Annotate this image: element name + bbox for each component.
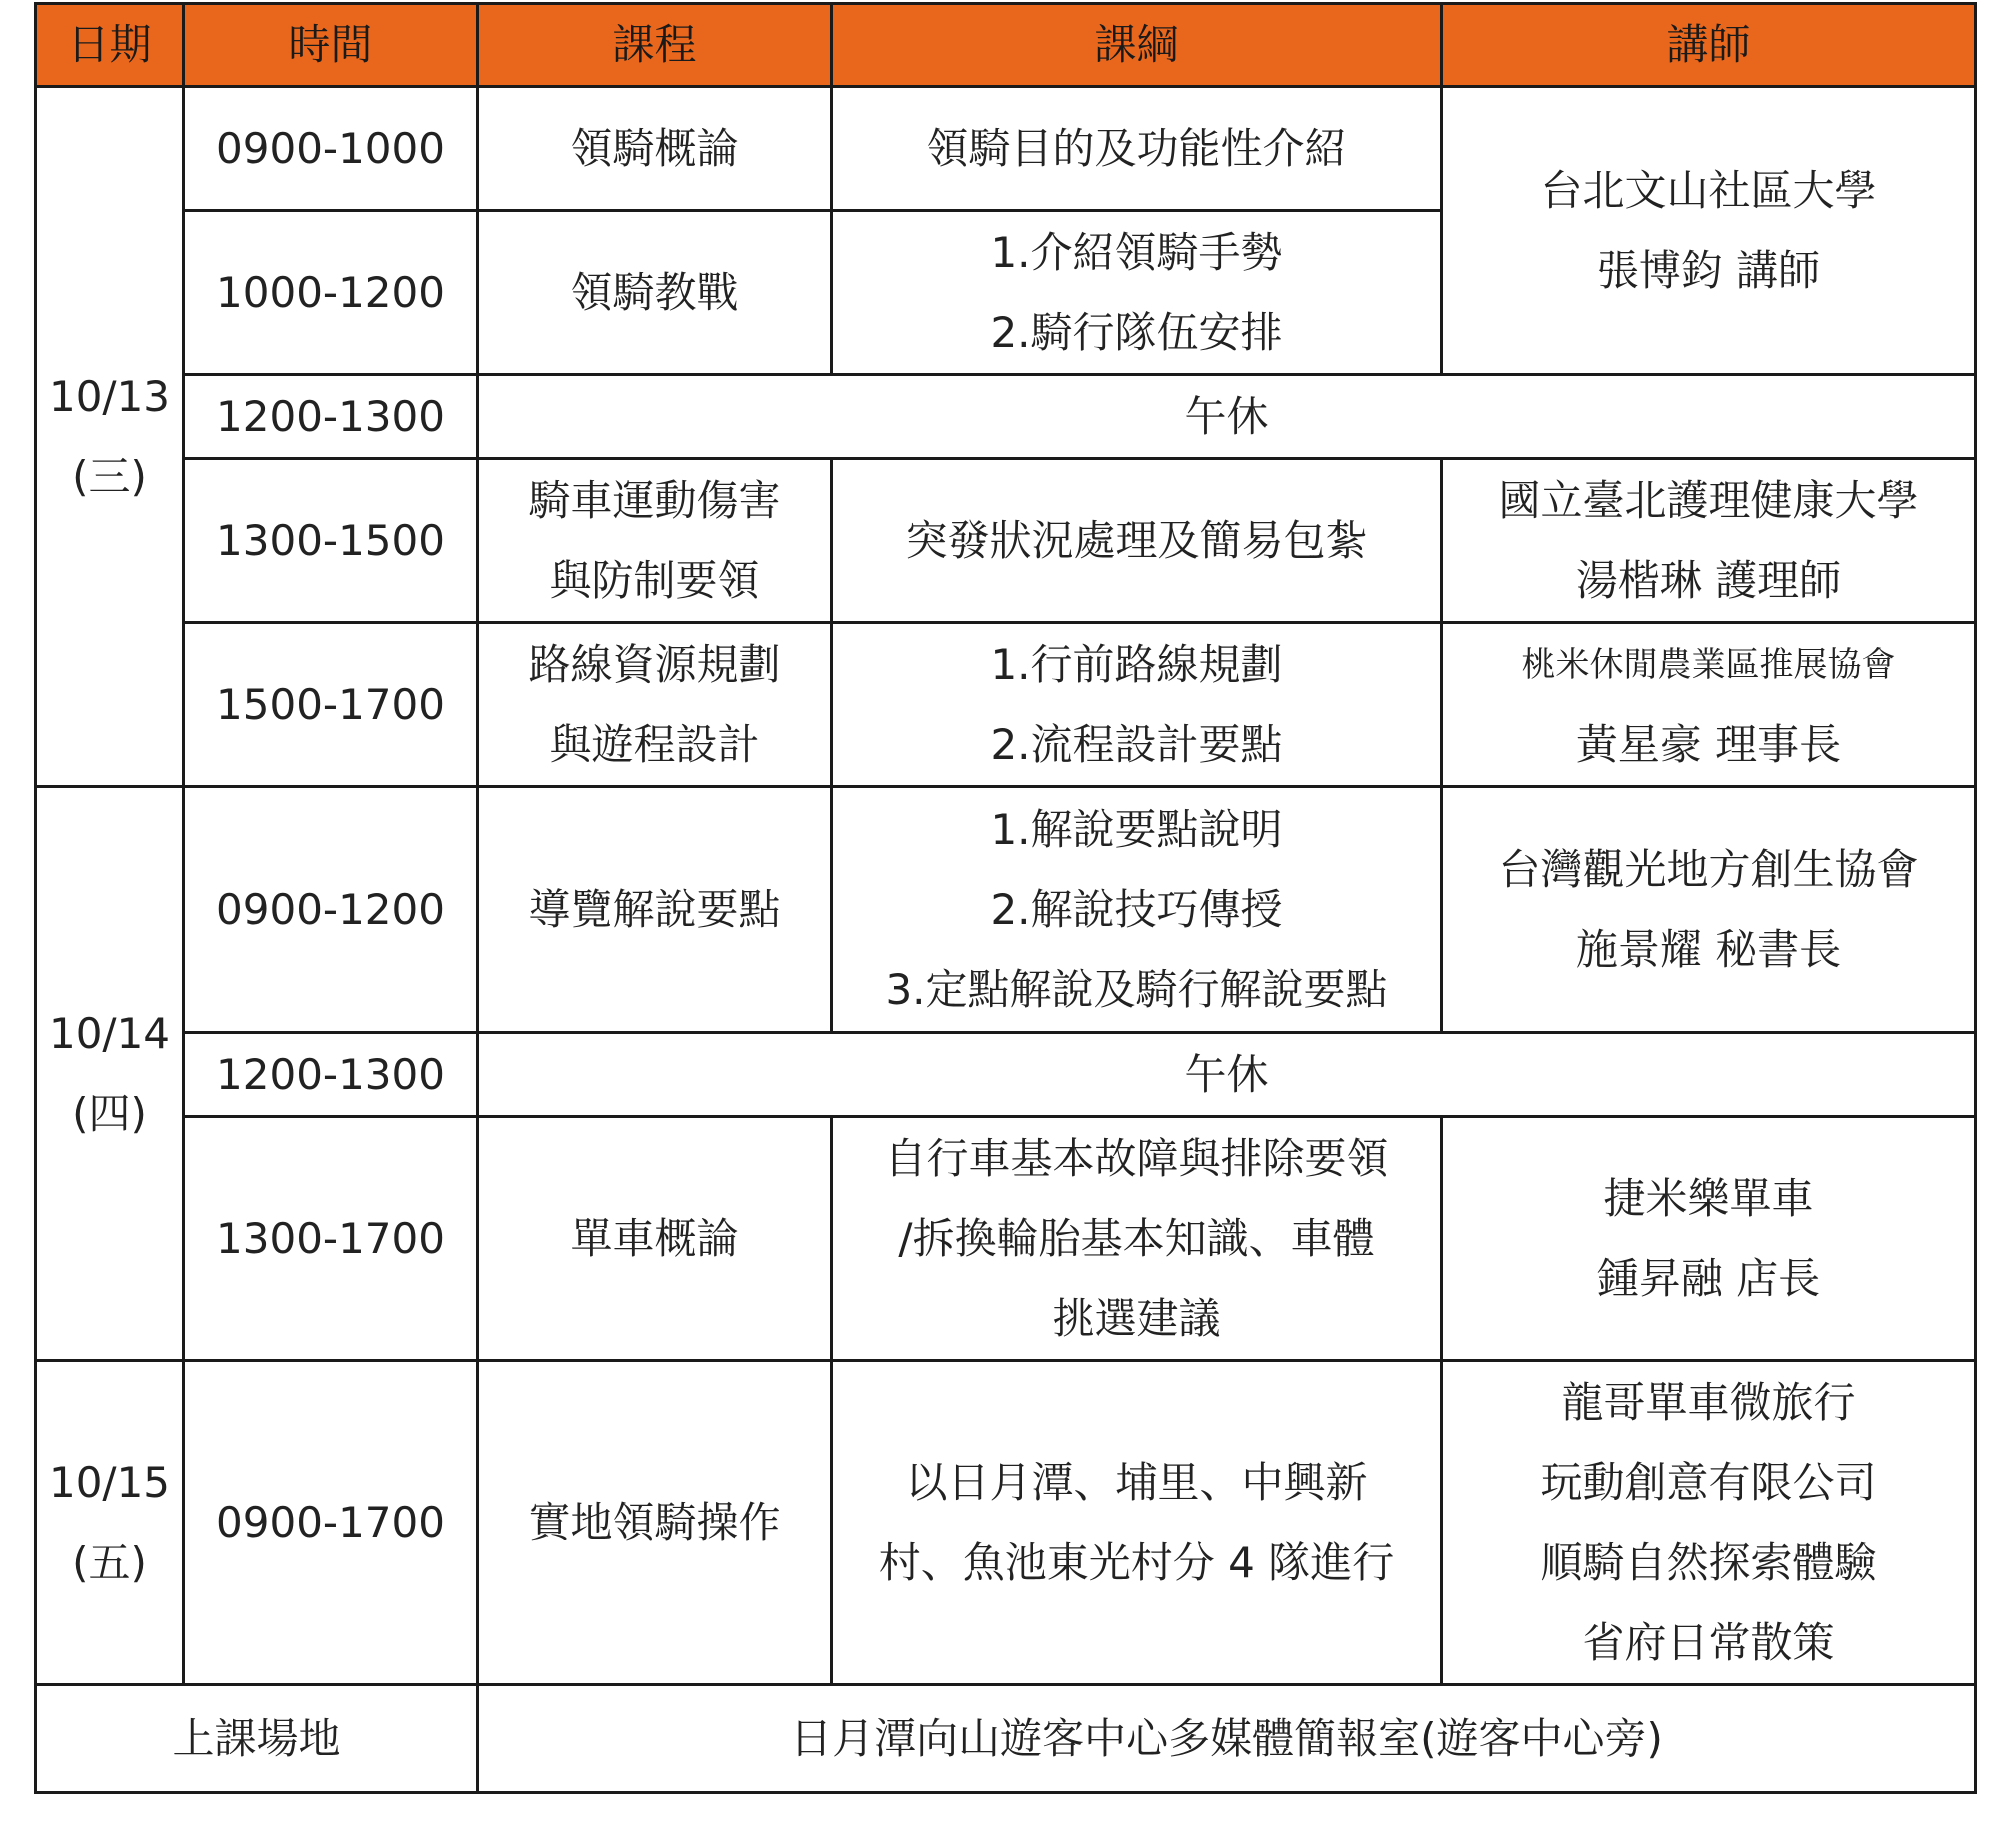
lecturer-line: 桃米休閒農業區推展協會 (1521, 644, 1896, 685)
outline-line: 村、魚池東光村分 4 隊進行 (878, 1537, 1395, 1587)
outline-line: 挑選建議 (1052, 1293, 1221, 1343)
lecturer-cell (1442, 787, 1976, 1033)
lecturer-cell (1442, 459, 1976, 623)
lecturer-line: 施景耀 秘書長 (1575, 924, 1842, 974)
time-cell: 1000-1200 (184, 211, 478, 375)
outline-cell (832, 623, 1442, 787)
outline-line: /拆換輪胎基本知識、車體 (898, 1213, 1375, 1263)
lecturer-line: 龍哥單車微旅行 (1561, 1377, 1856, 1427)
table-row (36, 1361, 1976, 1685)
header-lecturer: 講師 (1442, 4, 1976, 87)
course-cell: 導覽解說要點 (478, 787, 832, 1033)
course-line: 與遊程設計 (549, 719, 760, 769)
header-row (36, 4, 1976, 87)
table-row (36, 787, 1976, 1033)
course-cell (478, 623, 832, 787)
date-label: 10/14 (48, 1008, 171, 1058)
lecturer-line: 黃星豪 理事長 (1575, 719, 1842, 769)
table-row (36, 375, 1976, 459)
course-cell: 實地領騎操作 (478, 1361, 832, 1685)
course-line: 路線資源規劃 (528, 639, 781, 689)
outline-line: 2.騎行隊伍安排 (990, 307, 1283, 357)
time-cell: 0900-1000 (184, 87, 478, 211)
outline-line: 2.解說技巧傳授 (990, 884, 1283, 934)
lecturer-line: 湯楷琳 護理師 (1575, 555, 1842, 605)
lecturer-cell (1442, 1361, 1976, 1685)
outline-cell: 突發狀況處理及簡易包紮 (832, 459, 1442, 623)
date-cell (36, 1361, 184, 1685)
outline-cell (832, 211, 1442, 375)
date-label: 10/15 (48, 1457, 171, 1507)
outline-line: 以日月潭、埔里、中興新 (905, 1457, 1368, 1507)
time-cell: 1300-1700 (184, 1117, 478, 1361)
outline-cell (832, 1117, 1442, 1361)
time-cell: 1200-1300 (184, 1033, 478, 1117)
outline-line: 1.行前路線規劃 (990, 639, 1283, 689)
time-cell: 1500-1700 (184, 623, 478, 787)
venue-value: 日月潭向山遊客中心多媒體簡報室(遊客中心旁) (478, 1685, 1976, 1793)
lecturer-line: 鍾昇融 店長 (1596, 1253, 1821, 1303)
header-date: 日期 (36, 4, 184, 87)
date-cell (36, 787, 184, 1361)
break-cell: 午休 (478, 1033, 1976, 1117)
weekday-label: (四) (72, 1088, 147, 1138)
venue-row (36, 1685, 1976, 1793)
outline-line: 1.解說要點說明 (990, 804, 1283, 854)
table-row (36, 459, 1976, 623)
time-cell: 0900-1200 (184, 787, 478, 1033)
lecturer-cell (1442, 623, 1976, 787)
outline-cell (832, 1361, 1442, 1685)
course-schedule-table (34, 2, 1977, 1794)
header-time: 時間 (184, 4, 478, 87)
course-cell: 單車概論 (478, 1117, 832, 1361)
lecturer-line: 玩動創意有限公司 (1540, 1457, 1877, 1507)
header-course: 課程 (478, 4, 832, 87)
lecturer-line: 順騎自然探索體驗 (1540, 1537, 1877, 1587)
outline-line: 3.定點解說及騎行解說要點 (885, 964, 1388, 1014)
table-row (36, 623, 1976, 787)
lecturer-line: 台灣觀光地方創生協會 (1498, 844, 1919, 894)
outline-line: 自行車基本故障與排除要領 (884, 1133, 1389, 1183)
outline-cell: 領騎目的及功能性介紹 (832, 87, 1442, 211)
table-row (36, 1033, 1976, 1117)
outline-line: 1.介紹領騎手勢 (990, 227, 1283, 277)
date-cell (36, 87, 184, 787)
date-label: 10/13 (48, 371, 171, 421)
lecturer-line: 台北文山社區大學 (1540, 165, 1877, 215)
lecturer-line: 省府日常散策 (1582, 1617, 1835, 1667)
outline-cell (832, 787, 1442, 1033)
lecturer-line: 張博鈞 講師 (1596, 245, 1821, 295)
weekday-label: (三) (72, 451, 147, 501)
table-row (36, 1117, 1976, 1361)
lecturer-cell (1442, 87, 1976, 375)
weekday-label: (五) (72, 1537, 147, 1587)
time-cell: 0900-1700 (184, 1361, 478, 1685)
course-line: 與防制要領 (549, 555, 760, 605)
course-line: 騎車運動傷害 (528, 475, 781, 525)
lecturer-line: 捷米樂單車 (1603, 1173, 1814, 1223)
venue-label: 上課場地 (36, 1685, 478, 1793)
header-outline: 課綱 (832, 4, 1442, 87)
lecturer-line: 國立臺北護理健康大學 (1498, 475, 1919, 525)
time-cell: 1300-1500 (184, 459, 478, 623)
outline-line: 2.流程設計要點 (990, 719, 1283, 769)
course-cell: 領騎概論 (478, 87, 832, 211)
table-row (36, 87, 1976, 211)
lecturer-cell (1442, 1117, 1976, 1361)
course-cell (478, 459, 832, 623)
course-cell: 領騎教戰 (478, 211, 832, 375)
break-cell: 午休 (478, 375, 1976, 459)
time-cell: 1200-1300 (184, 375, 478, 459)
